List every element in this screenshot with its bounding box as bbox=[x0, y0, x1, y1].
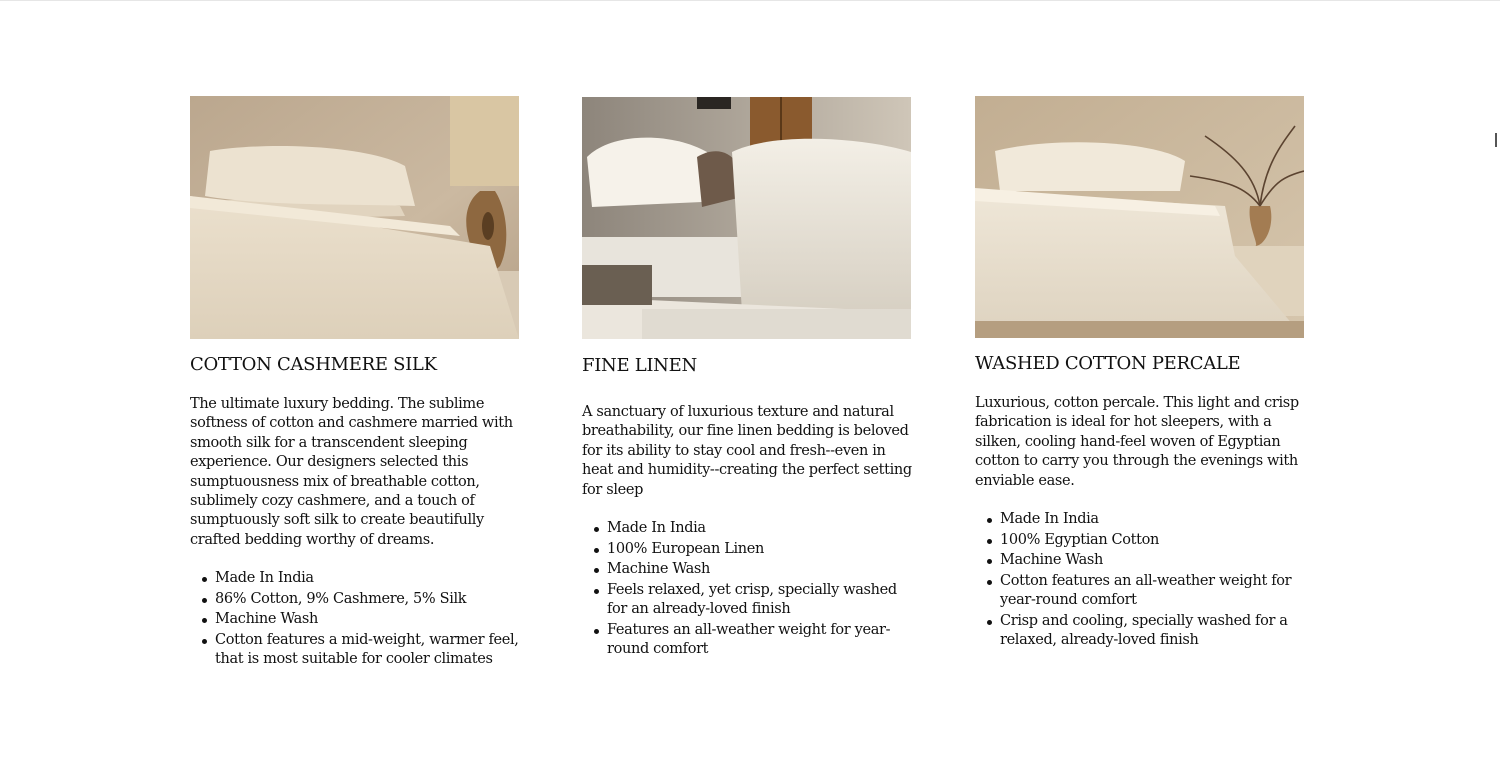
product-description: Luxurious, cotton percale. This light and crisp fabrication is ideal for hot sleepers, with a silken, cooling hand-feel woven of Egyptian cotton to carry you through the evenings with enviable ease. bbox=[975, 395, 1299, 489]
feature-item: Features an all-weather weight for year-round comfort bbox=[607, 621, 912, 660]
product-image-bedroom-vase[interactable] bbox=[975, 96, 1304, 338]
feature-item: Cotton features an all-weather weight for year-round comfort bbox=[1000, 572, 1305, 611]
product-card-fine-linen[interactable] bbox=[582, 97, 912, 661]
scrollbar-thumb[interactable] bbox=[1495, 133, 1497, 147]
product-description: A sanctuary of luxurious texture and natural breathability, our fine linen bedding is beloved for its ability to stay cool and fresh--even in heat and humidity--creating the perfect setting for sleep bbox=[582, 404, 912, 498]
product-title[interactable]: COTTON CASHMERE SILK bbox=[190, 354, 437, 375]
product-image-bedroom-lamp[interactable] bbox=[190, 96, 519, 339]
product-card-washed-cotton-percale[interactable] bbox=[975, 96, 1305, 652]
feature-list bbox=[582, 519, 912, 660]
feature-item: Machine Wash bbox=[1000, 551, 1305, 571]
feature-list bbox=[190, 569, 520, 670]
feature-item: 100% Egyptian Cotton bbox=[1000, 531, 1305, 551]
feature-item: Cotton features a mid-weight, warmer feel, that is most suitable for cooler climates bbox=[215, 631, 520, 670]
feature-item: Feels relaxed, yet crisp, specially washed for an already-loved finish bbox=[607, 581, 912, 620]
product-title[interactable]: FINE LINEN bbox=[582, 355, 697, 376]
feature-item: Machine Wash bbox=[607, 560, 912, 580]
feature-item: 100% European Linen bbox=[607, 540, 912, 560]
product-title[interactable]: WASHED COTTON PERCALE bbox=[975, 353, 1241, 374]
product-image-bedroom-cabinet[interactable] bbox=[582, 97, 911, 339]
feature-item: 86% Cotton, 9% Cashmere, 5% Silk bbox=[215, 590, 520, 610]
product-card-cotton-cashmere-silk[interactable] bbox=[190, 96, 520, 671]
feature-item: Made In India bbox=[1000, 510, 1305, 530]
feature-item: Machine Wash bbox=[215, 610, 520, 630]
feature-list bbox=[975, 510, 1305, 651]
top-divider bbox=[0, 0, 1500, 1]
feature-item: Made In India bbox=[607, 519, 912, 539]
product-description: The ultimate luxury bedding. The sublime softness of cotton and cashmere married with smooth silk for a transcendent sleeping experience. Our designers selected this sumptuousness mix of breathable cotton, sublimely cozy cashmere, and a touch of sumptuously soft silk to create beautifully crafted bedding worthy of dreams. bbox=[190, 396, 513, 548]
feature-item: Made In India bbox=[215, 569, 520, 589]
feature-item: Crisp and cooling, specially washed for a relaxed, already-loved finish bbox=[1000, 612, 1305, 651]
